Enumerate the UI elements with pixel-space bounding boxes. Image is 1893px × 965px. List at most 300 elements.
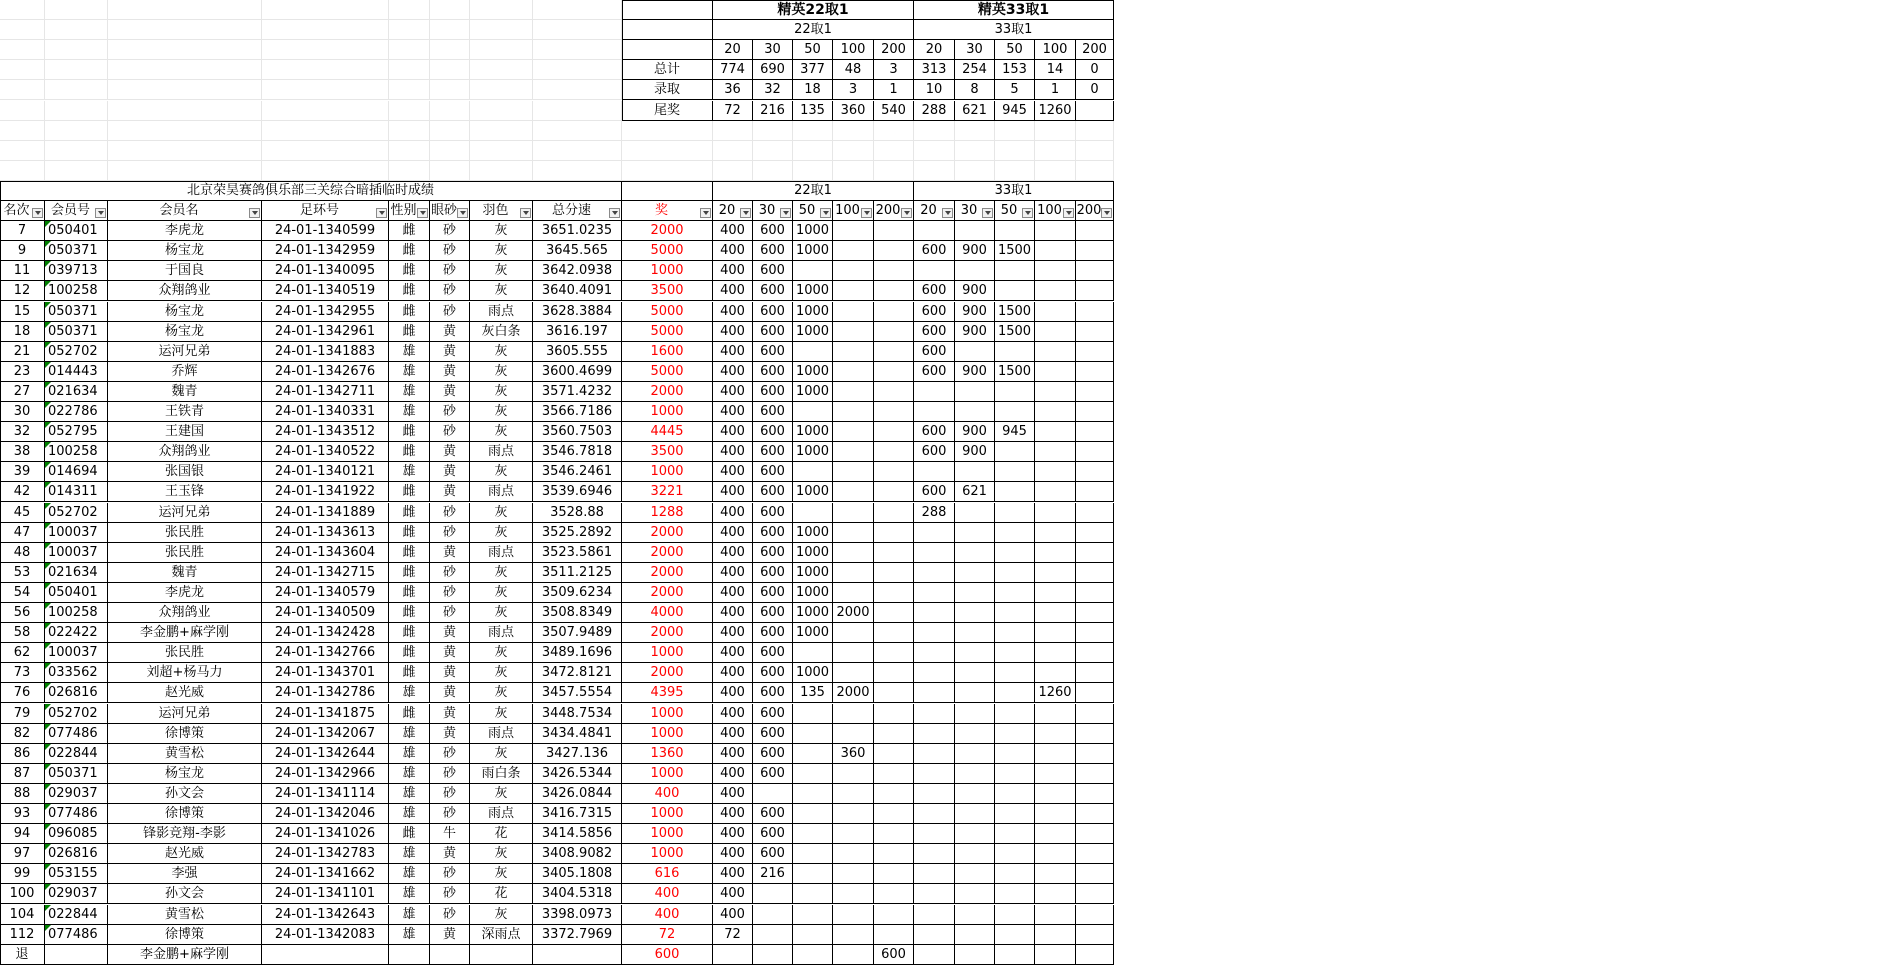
table-cell[interactable]	[430, 342, 470, 362]
table-cell[interactable]	[108, 523, 262, 543]
table-cell[interactable]	[955, 945, 995, 965]
table-cell[interactable]	[713, 643, 753, 663]
table-cell[interactable]	[533, 221, 622, 241]
table-cell[interactable]	[793, 281, 833, 301]
table-cell[interactable]	[108, 482, 262, 502]
table-cell[interactable]	[793, 362, 833, 382]
table-cell[interactable]	[1076, 784, 1114, 804]
filter-dropdown-icon[interactable]	[700, 208, 711, 218]
table-cell[interactable]	[753, 925, 793, 945]
table-cell[interactable]	[753, 563, 793, 583]
table-cell[interactable]	[713, 382, 753, 402]
rank-cell[interactable]	[0, 543, 45, 563]
table-cell[interactable]	[533, 523, 622, 543]
summary-value[interactable]	[833, 101, 874, 121]
table-cell[interactable]	[793, 422, 833, 442]
table-cell[interactable]	[430, 362, 470, 382]
table-cell[interactable]	[753, 503, 793, 523]
member-id-cell[interactable]	[45, 603, 108, 623]
member-id-cell[interactable]	[45, 663, 108, 683]
table-cell[interactable]	[914, 623, 955, 643]
empty-cell[interactable]	[874, 121, 914, 141]
table-cell[interactable]	[430, 784, 470, 804]
table-cell[interactable]	[753, 744, 793, 764]
table-cell[interactable]	[753, 261, 793, 281]
member-id-cell[interactable]	[45, 905, 108, 925]
table-cell[interactable]	[914, 724, 955, 744]
table-cell[interactable]	[430, 945, 470, 965]
table-cell[interactable]	[430, 643, 470, 663]
table-cell[interactable]	[470, 302, 533, 322]
empty-cell[interactable]	[389, 20, 430, 40]
table-cell[interactable]	[470, 322, 533, 342]
column-header[interactable]	[430, 201, 470, 221]
table-cell[interactable]	[833, 683, 874, 703]
table-cell[interactable]	[430, 382, 470, 402]
empty-cell[interactable]	[0, 0, 45, 20]
table-cell[interactable]	[533, 744, 622, 764]
table-cell[interactable]	[833, 744, 874, 764]
summary-value[interactable]	[914, 80, 955, 100]
table-cell[interactable]	[1076, 302, 1114, 322]
table-cell[interactable]	[262, 382, 389, 402]
table-cell[interactable]	[108, 764, 262, 784]
rank-cell[interactable]	[0, 764, 45, 784]
empty-cell[interactable]	[262, 80, 389, 100]
table-cell[interactable]	[262, 764, 389, 784]
table-cell[interactable]	[470, 643, 533, 663]
table-cell[interactable]	[533, 864, 622, 884]
table-cell[interactable]	[955, 804, 995, 824]
table-cell[interactable]	[389, 302, 430, 322]
table-cell[interactable]	[430, 724, 470, 744]
table-cell[interactable]	[995, 221, 1035, 241]
filter-dropdown-icon[interactable]	[95, 208, 106, 218]
table-cell[interactable]	[995, 322, 1035, 342]
table-cell[interactable]	[793, 864, 833, 884]
table-cell[interactable]	[874, 221, 914, 241]
prize-cell[interactable]	[622, 663, 713, 683]
column-header[interactable]	[0, 201, 45, 221]
table-cell[interactable]	[1076, 482, 1114, 502]
table-cell[interactable]	[995, 402, 1035, 422]
summary-value[interactable]	[793, 101, 833, 121]
table-cell[interactable]	[753, 663, 793, 683]
filter-dropdown-icon[interactable]	[982, 208, 993, 218]
table-cell[interactable]	[793, 583, 833, 603]
table-cell[interactable]	[470, 764, 533, 784]
table-cell[interactable]	[1035, 683, 1076, 703]
table-cell[interactable]	[914, 281, 955, 301]
empty-cell[interactable]	[1076, 121, 1114, 141]
filter-dropdown-icon[interactable]	[780, 208, 791, 218]
table-cell[interactable]	[389, 864, 430, 884]
table-cell[interactable]	[914, 844, 955, 864]
table-cell[interactable]	[262, 884, 389, 904]
empty-cell[interactable]	[108, 0, 262, 20]
table-cell[interactable]	[914, 543, 955, 563]
table-cell[interactable]	[914, 402, 955, 422]
empty-cell[interactable]	[0, 40, 45, 60]
table-cell[interactable]	[533, 241, 622, 261]
table-cell[interactable]	[533, 563, 622, 583]
table-cell[interactable]	[995, 503, 1035, 523]
table-cell[interactable]	[430, 864, 470, 884]
empty-cell[interactable]	[470, 20, 533, 40]
prize-cell[interactable]	[622, 764, 713, 784]
table-cell[interactable]	[793, 382, 833, 402]
prize-cell[interactable]	[622, 482, 713, 502]
rank-cell[interactable]	[0, 744, 45, 764]
table-cell[interactable]	[995, 744, 1035, 764]
rank-cell[interactable]	[0, 442, 45, 462]
table-cell[interactable]	[874, 322, 914, 342]
table-cell[interactable]	[262, 322, 389, 342]
member-id-cell[interactable]	[45, 704, 108, 724]
table-cell[interactable]	[914, 563, 955, 583]
prize-cell[interactable]	[622, 784, 713, 804]
table-cell[interactable]	[713, 221, 753, 241]
empty-cell[interactable]	[874, 161, 914, 181]
prize-cell[interactable]	[622, 402, 713, 422]
table-cell[interactable]	[262, 683, 389, 703]
empty-cell[interactable]	[533, 101, 622, 121]
summary-value[interactable]	[914, 101, 955, 121]
table-cell[interactable]	[533, 322, 622, 342]
table-cell[interactable]	[955, 784, 995, 804]
table-cell[interactable]	[108, 603, 262, 623]
table-cell[interactable]	[1076, 925, 1114, 945]
table-cell[interactable]	[995, 603, 1035, 623]
table-cell[interactable]	[955, 884, 995, 904]
table-cell[interactable]	[533, 342, 622, 362]
table-cell[interactable]	[389, 342, 430, 362]
table-cell[interactable]	[470, 864, 533, 884]
empty-cell[interactable]	[430, 161, 470, 181]
table-cell[interactable]	[1035, 482, 1076, 502]
empty-cell[interactable]	[793, 141, 833, 161]
table-cell[interactable]	[874, 523, 914, 543]
table-cell[interactable]	[914, 945, 955, 965]
rank-cell[interactable]	[0, 945, 45, 965]
table-cell[interactable]	[389, 261, 430, 281]
rank-cell[interactable]	[0, 704, 45, 724]
empty-cell[interactable]	[470, 80, 533, 100]
table-cell[interactable]	[995, 302, 1035, 322]
table-cell[interactable]	[793, 663, 833, 683]
table-cell[interactable]	[1076, 623, 1114, 643]
table-cell[interactable]	[1035, 221, 1076, 241]
member-id-cell[interactable]	[45, 462, 108, 482]
empty-cell[interactable]	[622, 121, 713, 141]
table-cell[interactable]	[108, 302, 262, 322]
table-cell[interactable]	[533, 462, 622, 482]
table-cell[interactable]	[833, 302, 874, 322]
table-cell[interactable]	[1035, 784, 1076, 804]
table-cell[interactable]	[955, 362, 995, 382]
table-cell[interactable]	[430, 462, 470, 482]
empty-cell[interactable]	[955, 161, 995, 181]
table-cell[interactable]	[793, 884, 833, 904]
table-cell[interactable]	[995, 864, 1035, 884]
empty-cell[interactable]	[914, 161, 955, 181]
empty-cell[interactable]	[262, 20, 389, 40]
table-cell[interactable]	[793, 482, 833, 502]
table-cell[interactable]	[833, 764, 874, 784]
summary-value[interactable]	[1076, 60, 1114, 80]
table-cell[interactable]	[470, 503, 533, 523]
table-cell[interactable]	[470, 543, 533, 563]
prize-cell[interactable]	[622, 462, 713, 482]
summary-value[interactable]	[793, 80, 833, 100]
table-cell[interactable]	[470, 563, 533, 583]
table-cell[interactable]	[955, 281, 995, 301]
table-cell[interactable]	[914, 261, 955, 281]
table-cell[interactable]	[713, 261, 753, 281]
table-cell[interactable]	[955, 221, 995, 241]
table-cell[interactable]	[914, 884, 955, 904]
filter-dropdown-icon[interactable]	[861, 208, 872, 218]
table-cell[interactable]	[833, 362, 874, 382]
table-cell[interactable]	[874, 683, 914, 703]
table-cell[interactable]	[1035, 362, 1076, 382]
table-cell[interactable]	[753, 322, 793, 342]
member-id-cell[interactable]	[45, 804, 108, 824]
table-cell[interactable]	[389, 543, 430, 563]
empty-cell[interactable]	[262, 0, 389, 20]
table-cell[interactable]	[833, 422, 874, 442]
filter-dropdown-icon[interactable]	[32, 208, 43, 218]
summary-row-label[interactable]	[622, 80, 713, 100]
prize-cell[interactable]	[622, 563, 713, 583]
empty-cell[interactable]	[45, 40, 108, 60]
table-cell[interactable]	[1076, 724, 1114, 744]
table-cell[interactable]	[108, 864, 262, 884]
rank-cell[interactable]	[0, 804, 45, 824]
table-cell[interactable]	[955, 844, 995, 864]
table-cell[interactable]	[262, 804, 389, 824]
table-cell[interactable]	[389, 241, 430, 261]
table-cell[interactable]	[995, 543, 1035, 563]
prize-cell[interactable]	[622, 221, 713, 241]
table-cell[interactable]	[262, 824, 389, 844]
summary-value[interactable]	[1076, 80, 1114, 100]
column-header[interactable]	[470, 201, 533, 221]
table-cell[interactable]	[995, 905, 1035, 925]
table-cell[interactable]	[874, 563, 914, 583]
table-cell[interactable]	[995, 422, 1035, 442]
prize-cell[interactable]	[622, 804, 713, 824]
summary-tier[interactable]	[955, 40, 995, 60]
table-cell[interactable]	[533, 382, 622, 402]
member-id-cell[interactable]	[45, 683, 108, 703]
table-cell[interactable]	[533, 884, 622, 904]
summary-tier[interactable]	[874, 40, 914, 60]
table-cell[interactable]	[793, 322, 833, 342]
summary-value[interactable]	[833, 80, 874, 100]
table-cell[interactable]	[833, 804, 874, 824]
prize-cell[interactable]	[622, 362, 713, 382]
rank-cell[interactable]	[0, 221, 45, 241]
empty-cell[interactable]	[1035, 121, 1076, 141]
table-cell[interactable]	[713, 241, 753, 261]
table-cell[interactable]	[914, 643, 955, 663]
table-cell[interactable]	[713, 683, 753, 703]
empty-cell[interactable]	[622, 161, 713, 181]
table-cell[interactable]	[1076, 905, 1114, 925]
summary-value[interactable]	[1035, 101, 1076, 121]
summary-sub-right[interactable]	[914, 20, 1114, 40]
table-cell[interactable]	[1076, 583, 1114, 603]
table-cell[interactable]	[262, 482, 389, 502]
table-cell[interactable]	[1076, 704, 1114, 724]
table-cell[interactable]	[833, 402, 874, 422]
table-cell[interactable]	[533, 824, 622, 844]
table-cell[interactable]	[713, 523, 753, 543]
member-id-cell[interactable]	[45, 281, 108, 301]
table-cell[interactable]	[389, 281, 430, 301]
table-cell[interactable]	[533, 302, 622, 322]
table-cell[interactable]	[1035, 844, 1076, 864]
table-cell[interactable]	[874, 342, 914, 362]
empty-cell[interactable]	[45, 121, 108, 141]
empty-cell[interactable]	[389, 60, 430, 80]
table-cell[interactable]	[262, 543, 389, 563]
rank-cell[interactable]	[0, 824, 45, 844]
table-cell[interactable]	[1035, 643, 1076, 663]
table-cell[interactable]	[955, 523, 995, 543]
empty-cell[interactable]	[0, 161, 45, 181]
table-cell[interactable]	[793, 221, 833, 241]
table-cell[interactable]	[874, 623, 914, 643]
table-cell[interactable]	[955, 543, 995, 563]
table-cell[interactable]	[713, 322, 753, 342]
table-cell[interactable]	[1076, 462, 1114, 482]
table-cell[interactable]	[713, 884, 753, 904]
rank-cell[interactable]	[0, 623, 45, 643]
empty-cell[interactable]	[833, 141, 874, 161]
empty-cell[interactable]	[533, 141, 622, 161]
table-cell[interactable]	[389, 704, 430, 724]
summary-value[interactable]	[753, 101, 793, 121]
column-header[interactable]	[833, 201, 874, 221]
table-cell[interactable]	[914, 603, 955, 623]
table-cell[interactable]	[108, 281, 262, 301]
table-cell[interactable]	[533, 482, 622, 502]
table-cell[interactable]	[262, 221, 389, 241]
column-header[interactable]	[1035, 201, 1076, 221]
table-cell[interactable]	[1035, 462, 1076, 482]
table-cell[interactable]	[1076, 764, 1114, 784]
table-cell[interactable]	[1035, 402, 1076, 422]
table-cell[interactable]	[874, 905, 914, 925]
table-cell[interactable]	[470, 422, 533, 442]
table-cell[interactable]	[713, 744, 753, 764]
column-header[interactable]	[753, 201, 793, 221]
table-cell[interactable]	[430, 442, 470, 462]
table-cell[interactable]	[955, 382, 995, 402]
empty-cell[interactable]	[262, 40, 389, 60]
prize-cell[interactable]	[622, 503, 713, 523]
table-cell[interactable]	[262, 342, 389, 362]
summary-tier[interactable]	[833, 40, 874, 60]
summary-tier[interactable]	[914, 40, 955, 60]
table-cell[interactable]	[262, 784, 389, 804]
table-cell[interactable]	[108, 945, 262, 965]
summary-sub-left[interactable]	[713, 20, 914, 40]
table-cell[interactable]	[430, 905, 470, 925]
empty-cell[interactable]	[108, 20, 262, 40]
table-cell[interactable]	[995, 704, 1035, 724]
empty-cell[interactable]	[955, 141, 995, 161]
table-cell[interactable]	[262, 744, 389, 764]
prize-cell[interactable]	[622, 905, 713, 925]
table-cell[interactable]	[995, 784, 1035, 804]
table-cell[interactable]	[995, 342, 1035, 362]
table-cell[interactable]	[430, 623, 470, 643]
column-header[interactable]	[713, 201, 753, 221]
table-cell[interactable]	[430, 744, 470, 764]
table-cell[interactable]	[108, 402, 262, 422]
rank-cell[interactable]	[0, 322, 45, 342]
empty-cell[interactable]	[108, 161, 262, 181]
prize-cell[interactable]	[622, 643, 713, 663]
table-cell[interactable]	[533, 643, 622, 663]
summary-row-label[interactable]	[622, 60, 713, 80]
rank-cell[interactable]	[0, 884, 45, 904]
summary-value[interactable]	[874, 101, 914, 121]
table-cell[interactable]	[470, 663, 533, 683]
empty-cell[interactable]	[262, 121, 389, 141]
empty-cell[interactable]	[833, 161, 874, 181]
summary-value[interactable]	[753, 80, 793, 100]
table-cell[interactable]	[389, 643, 430, 663]
table-cell[interactable]	[430, 402, 470, 422]
table-cell[interactable]	[753, 683, 793, 703]
table-cell[interactable]	[874, 724, 914, 744]
table-cell[interactable]	[793, 844, 833, 864]
table-cell[interactable]	[793, 643, 833, 663]
empty-cell[interactable]	[995, 141, 1035, 161]
table-cell[interactable]	[753, 643, 793, 663]
table-cell[interactable]	[108, 241, 262, 261]
member-id-cell[interactable]	[45, 764, 108, 784]
table-cell[interactable]	[470, 925, 533, 945]
table-cell[interactable]	[108, 503, 262, 523]
table-cell[interactable]	[833, 543, 874, 563]
table-cell[interactable]	[833, 884, 874, 904]
table-cell[interactable]	[914, 583, 955, 603]
table-cell[interactable]	[955, 744, 995, 764]
table-cell[interactable]	[533, 281, 622, 301]
table-cell[interactable]	[713, 442, 753, 462]
table-cell[interactable]	[874, 603, 914, 623]
prize-cell[interactable]	[622, 603, 713, 623]
table-cell[interactable]	[430, 764, 470, 784]
table-cell[interactable]	[713, 302, 753, 322]
group-header-right[interactable]	[914, 181, 1114, 201]
table-cell[interactable]	[1035, 281, 1076, 301]
member-id-cell[interactable]	[45, 643, 108, 663]
table-cell[interactable]	[470, 261, 533, 281]
table-cell[interactable]	[753, 905, 793, 925]
rank-cell[interactable]	[0, 261, 45, 281]
table-cell[interactable]	[833, 704, 874, 724]
prize-cell[interactable]	[622, 844, 713, 864]
table-cell[interactable]	[108, 342, 262, 362]
table-cell[interactable]	[108, 844, 262, 864]
table-cell[interactable]	[793, 342, 833, 362]
